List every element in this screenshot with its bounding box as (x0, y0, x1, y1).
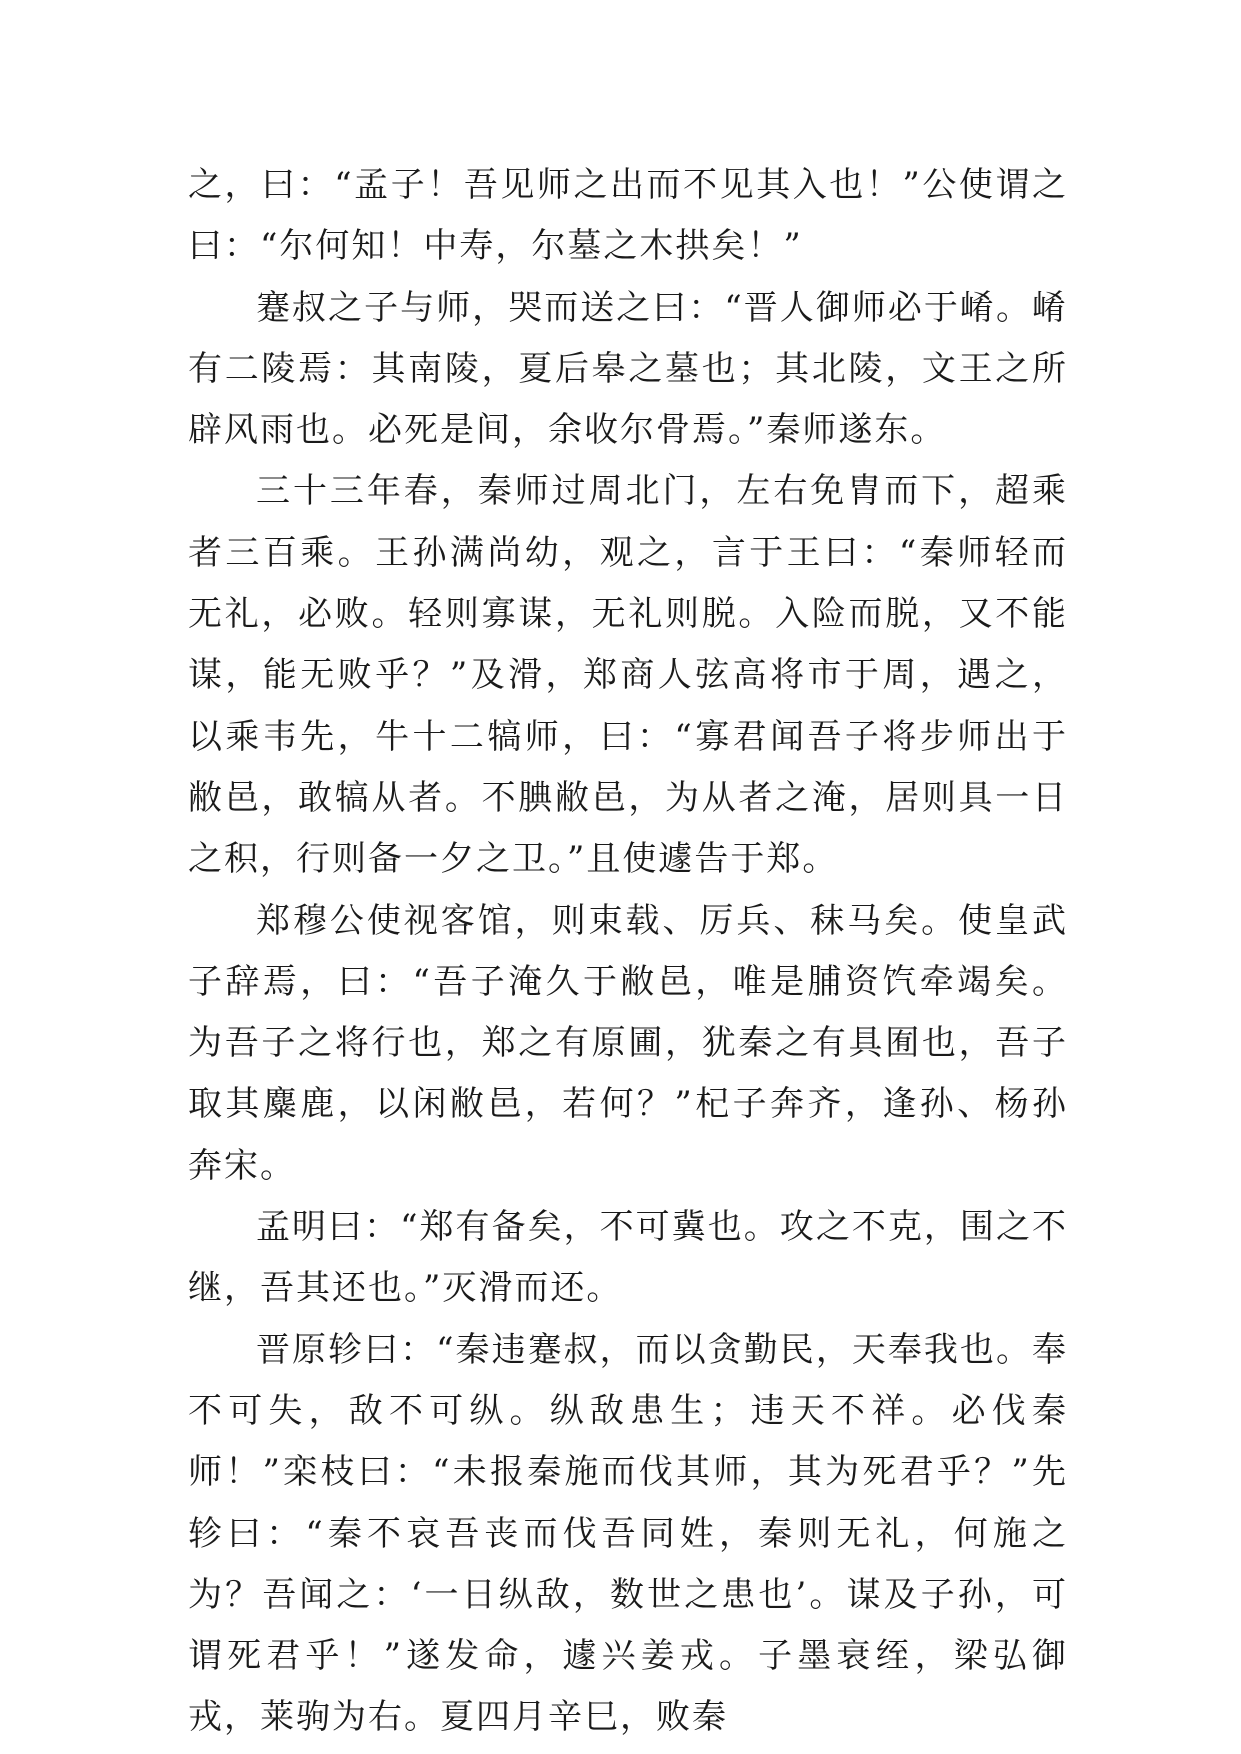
paragraph-yuan-zhen: 晋原轸曰：“秦违蹇叔，而以贪勤民，天奉我也。奉不可失，敌不可纵。纵敌患生；违天不祥。必伐秦师！”栾枝曰：“未报秦施而伐其师，其为死君乎？”先轸曰：“秦不哀吾丧而伐吾同姓，秦则无礼，何施之为？吾闻之：‘一日纵敌，数世之患也’。谋及子孙，可谓死君乎！”遂发命，遽兴姜戎。子墨衰绖，梁弘御戎，莱驹为右。夏四月辛巳，败秦 (188, 1329, 1068, 1738)
paragraph-zheng-mu-gong: 郑穆公使视客馆，则束载、厉兵、秣马矣。使皇武子辞焉，曰：“吾子淹久于敝邑，唯是脯资饩牵竭矣。为吾子之将行也，郑之有原圃，犹秦之有具囿也，吾子取其麋鹿，以闲敝邑，若何？”杞子奔齐，逢孙、杨孙奔宋。 (188, 900, 1068, 1186)
paragraph-thirty-third-year: 三十三年春，秦师过周北门，左右免胄而下，超乘者三百乘。王孙满尚幼，观之，言于王曰：“秦师轻而无礼，必败。轻则寡谋，无礼则脱。入险而脱，又不能谋，能无败乎？”及滑，郑商人弦高将市于周，遇之，以乘韦先，牛十二犒师，曰：“寡君闻吾子将步师出于敝邑，敢犒从者。不腆敝邑，为从者之淹，居则具一日之积，行则备一夕之卫。”且使遽告于郑。 (188, 471, 1068, 880)
body-text (188, 155, 1068, 1749)
paragraph-jianshu-son: 蹇叔之子与师，哭而送之曰：“晋人御师必于崤。崤有二陵焉：其南陵，夏后皋之墓也；其北陵，文王之所辟风雨也。必死是间，余收尔骨焉。”秦师遂东。 (188, 287, 1068, 451)
paragraph-continuation: 之，曰：“孟子！吾见师之出而不见其入也！”公使谓之曰：“尔何知！中寿，尔墓之木拱矣！” (188, 165, 1068, 267)
paragraph-meng-ming: 孟明曰：“郑有备矣，不可冀也。攻之不克，围之不继，吾其还也。”灭滑而还。 (188, 1207, 1068, 1309)
